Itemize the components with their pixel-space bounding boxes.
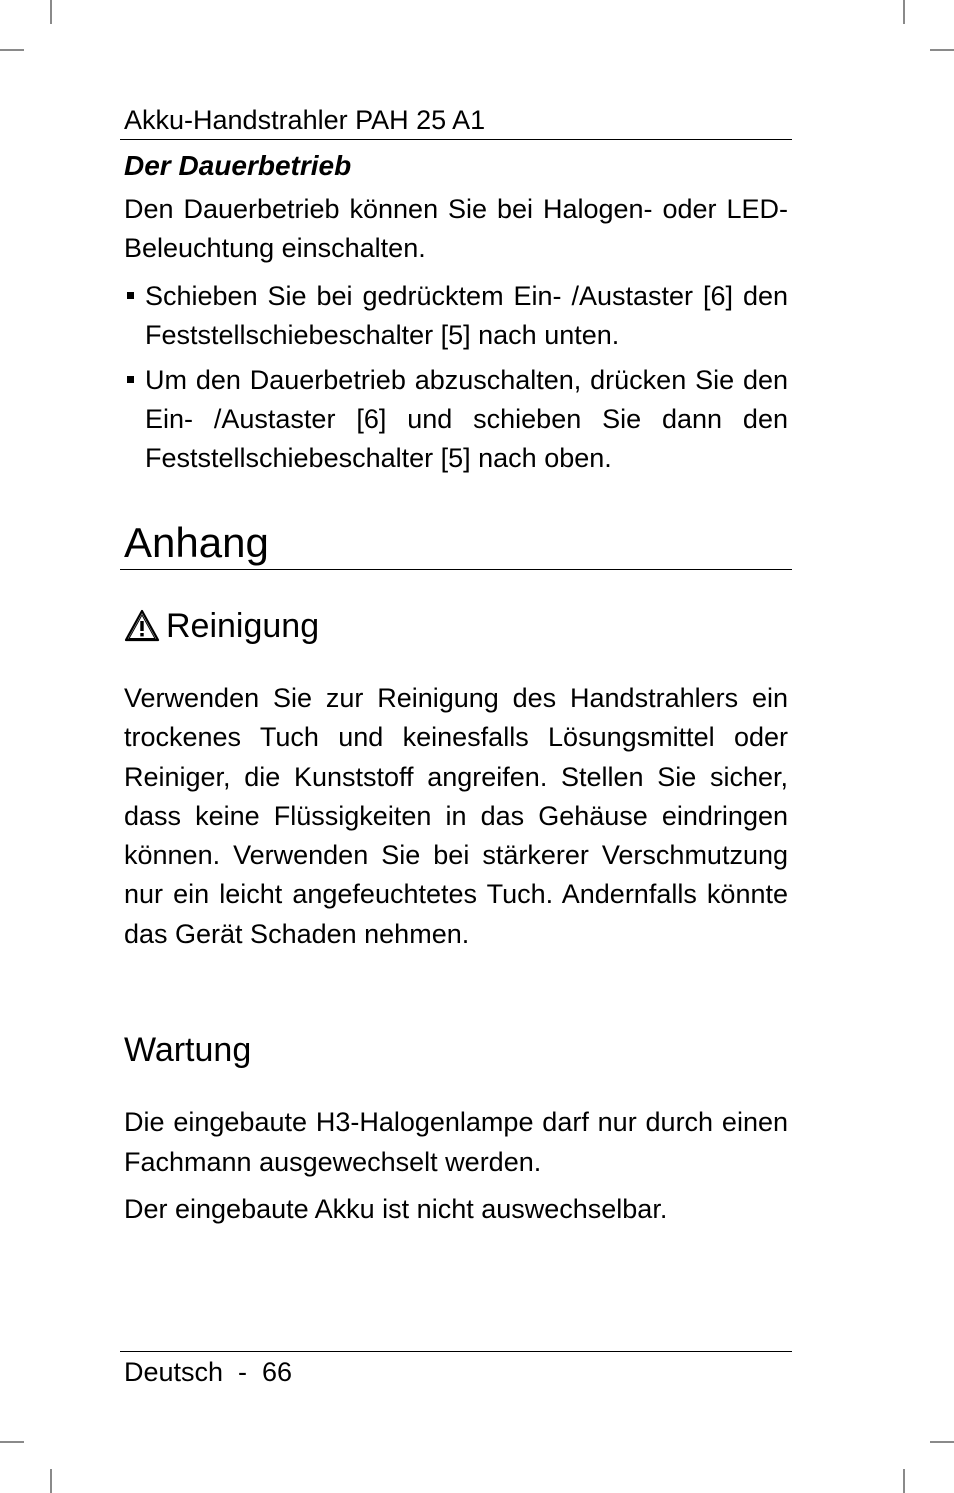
wartung-heading: Wartung (124, 1031, 252, 1069)
running-header: Akku-Handstrahler PAH 25 A1 (124, 105, 486, 135)
reinigung-heading-text: Reinigung (166, 607, 320, 645)
reinigung-section (124, 679, 788, 954)
crop-mark-bottom-left (50, 1469, 52, 1493)
dauerbetrieb-subtitle: Der Dauerbetrieb (124, 150, 352, 181)
list-item-text: Schieben Sie bei gedrücktem Ein- /Austaster [6] den Feststellschiebeschalter [5] nach unten. (145, 281, 788, 350)
anhang-divider (120, 569, 792, 570)
reinigung-text: Verwenden Sie zur Reinigung des Handstrahlers ein trockenes Tuch und keinesfalls Lösungsmittel oder Reiniger, die Kunststoff angreifen. Stellen Sie sicher, dass keine Flüssigkeiten in das Gehäuse eindringen können. Verwenden Sie bei stärkerer Verschmutzung nur ein leicht angefeuchtetes Tuch. Andernfalls könnte das Gerät Schaden nehmen. (124, 683, 788, 949)
crop-mark-bottom-right (903, 1469, 905, 1493)
header-divider (120, 139, 792, 140)
list-item (124, 277, 788, 355)
footer-divider (120, 1351, 792, 1352)
list-item-text: Um den Dauerbetrieb abzuschalten, drücken Sie den Ein- /Austaster [6] und schieben Sie dann den Feststellschiebeschalter [5] nach oben. (145, 365, 788, 473)
crop-mark-top-left (50, 0, 52, 24)
warning-triangle-icon (124, 609, 160, 643)
crop-mark-top-right (903, 0, 905, 24)
page-footer: Deutsch - 66 (124, 1357, 293, 1387)
anhang-heading: Anhang (124, 519, 269, 566)
reinigung-heading (124, 604, 319, 648)
dauerbetrieb-section (124, 146, 788, 484)
crop-mark-left-top (0, 49, 24, 51)
list-item (124, 361, 788, 478)
bullet-square-icon (127, 376, 134, 383)
dauerbetrieb-intro: Den Dauerbetrieb können Sie bei Halogen- oder LED-Beleuchtung einschalten. (124, 194, 788, 263)
wartung-paragraph: Die eingebaute H3-Halogenlampe darf nur durch einen Fachmann ausgewechselt werden. (124, 1107, 788, 1177)
wartung-paragraph: Der eingebaute Akku ist nicht auswechselbar. (124, 1194, 668, 1224)
dauerbetrieb-bullet-list (124, 277, 788, 478)
bullet-square-icon (127, 292, 134, 299)
crop-mark-left-bottom (0, 1441, 24, 1443)
wartung-section (124, 1103, 788, 1230)
crop-mark-right-top (930, 49, 954, 51)
crop-mark-right-bottom (930, 1441, 954, 1443)
